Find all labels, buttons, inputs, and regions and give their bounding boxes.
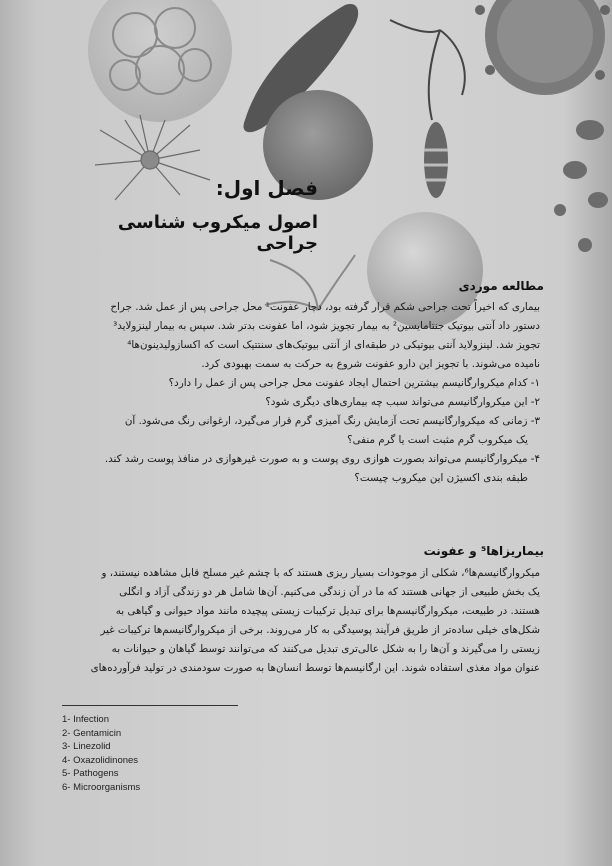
case-study-paragraph <box>60 298 540 488</box>
footnote-divider <box>62 705 238 706</box>
question-1: ۱- کدام میکروارگانیسم بیشترین احتمال ایجاد عفونت محل جراحی پس از عمل را دارد؟ <box>168 377 540 389</box>
footnote-item: 2- Gentamicin <box>62 727 122 739</box>
footnote-item: 1- Infection <box>62 714 109 725</box>
flagellate-icon <box>390 20 465 198</box>
chapter-subtitle: اصول میکروب شناسی جراحی <box>117 212 318 254</box>
question-4: ۴- میکروارگانیسم می‌تواند بصورت هوازی روی پوست و به صورت غیرهوازی در منافذ پوست رشد کند. <box>104 453 540 465</box>
virus-icon <box>475 0 610 95</box>
virus-cluster-icon <box>88 0 232 122</box>
paragraph-line: شکل‌های خیلی ساده‌تر از طریق فرآیند پوسیدگی به کار می‌روند. برخی از میکروارگانیسم‌ها ترکیبات غیر <box>100 624 540 636</box>
question-2: ۲- این میکروارگانیسم می‌تواند سبب چه بیماری‌های دیگری شود؟ <box>265 396 540 408</box>
bacteria-chain-icon <box>554 120 608 252</box>
paragraph-line: تجویز شد. لینزولاید آنتی بیوتیکی در طبقه‌ای از آنتی بیوتیک‌های سنتتیک است که اکسازولیدینون‌ها⁴ <box>127 339 540 351</box>
footnotes-list <box>62 713 282 795</box>
paragraph-line: بیماری که اخیراً تحت جراحی شکم قرار گرفته بود، دچار عفونت¹ محل جراحی پس از عمل شد. جراح <box>110 301 540 313</box>
chapter-title: فصل اول: <box>215 176 318 200</box>
footnote-item: 5- Pathogens <box>62 768 119 780</box>
pathogens-heading: بیماریزاها⁵ و عفونت <box>423 544 544 558</box>
case-study-heading: مطالعه موردی <box>458 279 544 293</box>
question-3-cont: یک میکروب گرم مثبت است یا گرم منفی؟ <box>347 434 528 446</box>
footnote-item: 6- Microorganisms <box>62 781 141 793</box>
paragraph-line: یک بخش طبیعی از جهانی هستند که ما در آن زندگی می‌کنیم. آن‌ها شامل هر دو زندگی آزاد و انگلی <box>119 586 540 598</box>
paragraph-line: دستور داد آنتی بیوتیک جنتامایسین² به بیمار تجویز شود، اما عفونت بدتر شد. سپس به بیمار لینزولاید³ <box>113 320 540 332</box>
paragraph-line: میکروارگانیسم‌ها⁶، شکلی از موجودات بسیار ریزی هستند که با چشم غیر مسلح قابل مشاهده نیستند، و <box>101 567 540 579</box>
paragraph-line: عنوان مواد مغذی استفاده شوند. این ارگانیسم‌ها توسط انسان‌ها به صورت سودمندی در تولید فرآورده‌های <box>90 662 540 674</box>
paragraph-line: هستند. در طبیعت، میکروارگانیسم‌ها برای تبدیل ترکیبات زیستی پیچیده مانند مواد حیوانی و گیاهی به <box>115 605 540 617</box>
paragraph-line: نامیده می‌شوند. با تجویز این دارو عفونت شروع به حرکت به سمت بهبودی کرد. <box>201 358 540 370</box>
question-3: ۳- زمانی که میکروارگانیسم تحت آزمایش رنگ آمیزی گرم قرار می‌گیرد، ارغوانی رنگ می‌شود. آن <box>124 415 540 427</box>
pathogens-paragraph <box>60 564 540 678</box>
paragraph-line: زیستی را می‌گیرند و آن‌ها را به شکل عالی‌تری تبدیل می‌کنند که می‌توانند توسط گیاهان و حیوانات به <box>111 643 540 655</box>
footnote-item: 4- Oxazolidinones <box>62 754 139 766</box>
question-4-cont: طبقه بندی اکسیژن این میکروب چیست؟ <box>354 472 528 484</box>
footnote-item: 3- Linezolid <box>62 741 111 753</box>
